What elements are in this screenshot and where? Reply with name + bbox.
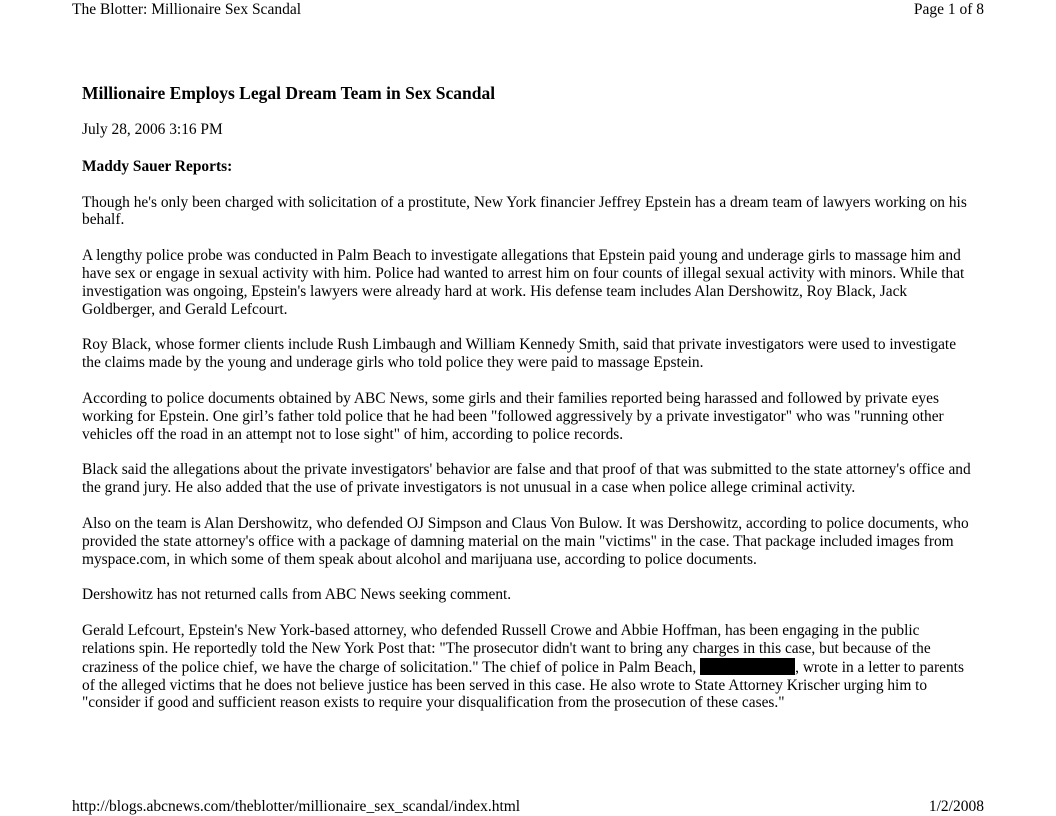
paragraph-1: Though he's only been charged with solicitation of a prostitute, New York financier Jeffrey Epstein has a dream team of lawyers working on his behalf. [82, 193, 967, 229]
article-date: July 28, 2006 3:16 PM [82, 121, 223, 138]
redaction-block [700, 658, 795, 675]
page-footer [72, 797, 984, 816]
footer-date: 1/2/2008 [928, 798, 984, 815]
paragraph-3: Roy Black, whose former clients include Rush Limbaugh and William Kennedy Smith, said that private investigators were used to investigate the claims made by the young and underage girls who told police they were paid to massage Epstein. [82, 336, 957, 372]
paragraph-2: A lengthy police probe was conducted in Palm Beach to investigate allegations that Epstein paid young and underage girls to massage him and have sex or engage in sexual activity with him. Police had wanted to arrest him on four counts of illegal sexual activity with minors. While that investigation was ongoing, Epstein's lawyers were already hard at work. His defense team includes Alan Dershowitz, Roy Black, Jack Goldberger, and Gerald Lefcourt. [82, 247, 965, 318]
paragraph-5: Black said the allegations about the private investigators' behavior are false and that proof of that was submitted to the state attorney's office and the grand jury. He also added that the use of private investigators is not unusual in a case when police allege criminal activity. [82, 461, 971, 497]
paragraph-4: According to police documents obtained by ABC News, some girls and their families reported being harassed and followed by private eyes working for Epstein. One girl’s father told police that he had been "followed aggressively by a private investigator" who was "running other vehicles off the road in an attempt not to lose sight" of him, according to police records. [82, 389, 944, 443]
page-header [72, 0, 984, 20]
header-title: The Blotter: Millionaire Sex Scandal [72, 1, 302, 18]
paragraph-8 [82, 622, 976, 712]
paragraph-6: Also on the team is Alan Dershowitz, who defended OJ Simpson and Claus Von Bulow. It was Dershowitz, according to police documents, who provided the state attorney's office with a package of damning material on the main "victims" in the case. That package included images from myspace.com, in which some of them speak about alcohol and marijuana use, according to police documents. [82, 514, 969, 568]
footer-url: http://blogs.abcnews.com/theblotter/millionaire_sex_scandal/index.html [72, 798, 521, 815]
paragraph-7: Dershowitz has not returned calls from ABC News seeking comment. [82, 586, 512, 604]
paragraph-8-text-after-redaction: , wrote in a letter to parents of the alleged victims that he does not believe justice has been served in this case. He also wrote to State Attorney Krischer urging him to "consider if good and sufficient reason exists to require your disqualification from the prosecution of these cases." [82, 658, 964, 712]
page-number: Page 1 of 8 [913, 1, 984, 18]
article [82, 82, 976, 730]
byline: Maddy Sauer Reports: [82, 157, 233, 175]
article-title: Millionaire Employs Legal Dream Team in Sex Scandal [82, 83, 496, 103]
paragraph-8-text-before-redaction: Gerald Lefcourt, Epstein's New York-based attorney, who defended Russell Crowe and Abbie Hoffman, has been engaging in the public relations spin. He reportedly told the New York Post that: "The prosecutor didn't want to bring any charges in this case, but because of the craziness of the police chief, we have the charge of solicitation." The chief of police in Palm Beach, [82, 622, 931, 676]
